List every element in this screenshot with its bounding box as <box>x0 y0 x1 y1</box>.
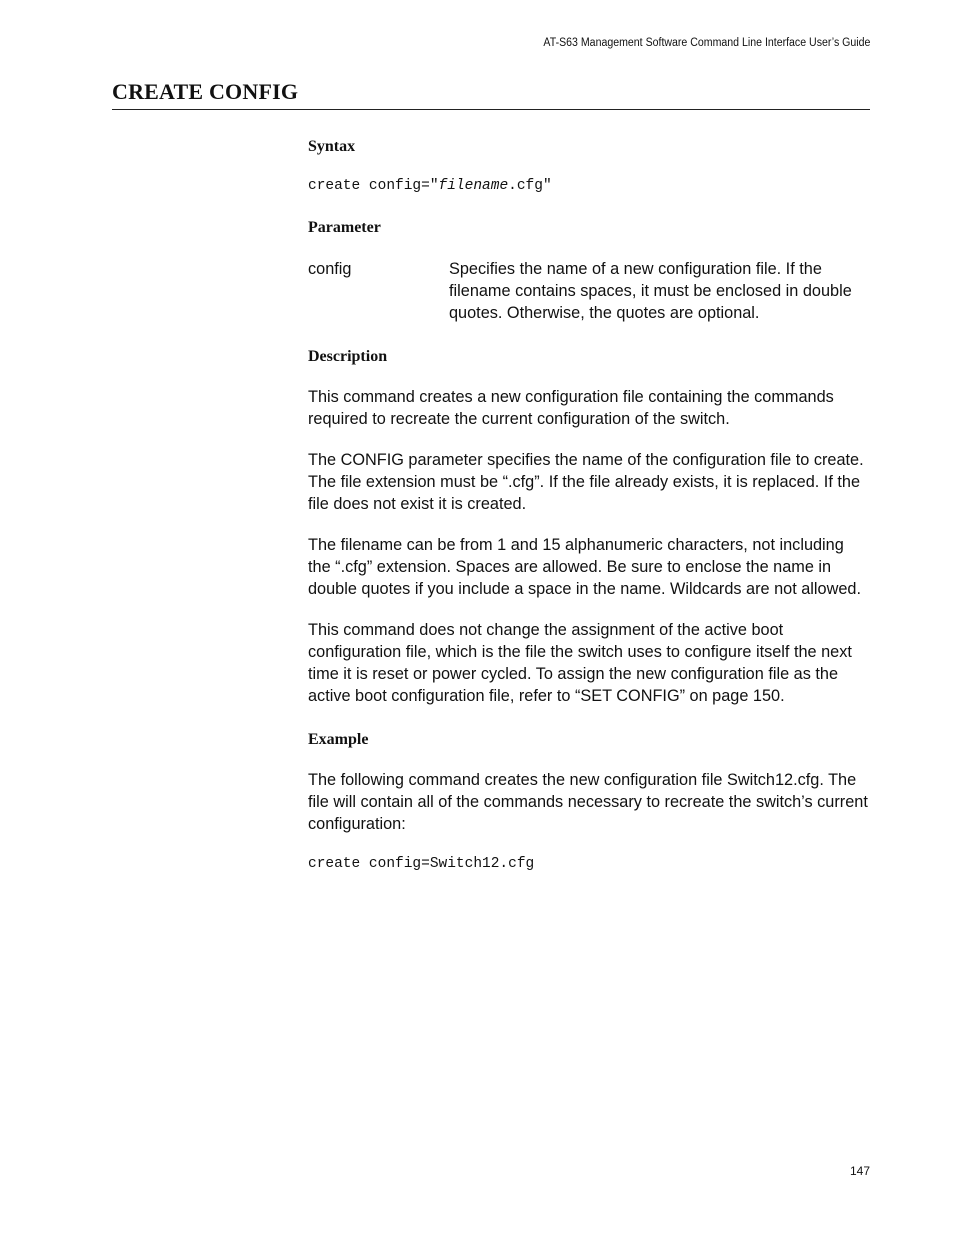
description-paragraph: The CONFIG parameter specifies the name of the configuration file to create. The file extension must be “.cfg”. If the file already exists, it is replaced. If the file does not exist it is created. <box>308 451 864 513</box>
parameter-description: Specifies the name of a new configuration file. If the filename contains spaces, it must be enclosed in double quotes. Otherwise, the quotes are optional. <box>449 260 852 322</box>
syntax-code <box>308 176 870 196</box>
syntax-heading: Syntax <box>308 138 356 155</box>
description-paragraph: This command does not change the assignment of the active boot configuration file, which is the file the switch uses to configure itself the next time it is reset or power cycled. To assign the new configuration file as the active boot configuration file, refer to “SET CONFIG” on page 150. <box>308 621 852 705</box>
title-divider <box>112 109 870 110</box>
syntax-code-suffix: .cfg" <box>508 178 552 194</box>
description-paragraph: This command creates a new configuration file containing the commands required to recreate the current configuration of the switch. <box>308 388 834 428</box>
parameter-name: config <box>308 260 352 278</box>
running-header: AT-S63 Management Software Command Line Interface User’s Guide <box>543 37 870 49</box>
example-heading: Example <box>308 731 369 748</box>
example-paragraph: The following command creates the new configuration file Switch12.cfg. The file will contain all of the commands necessary to recreate the switch’s current configuration: <box>308 771 868 833</box>
parameter-heading: Parameter <box>308 219 381 236</box>
description-heading: Description <box>308 348 388 365</box>
page-title: CREATE CONFIG <box>112 79 299 104</box>
syntax-code-prefix: create config=" <box>308 178 439 194</box>
main-content <box>308 136 870 874</box>
parameter-row <box>308 258 870 324</box>
example-code: create config=Switch12.cfg <box>308 856 535 872</box>
page-number: 147 <box>849 1164 870 1178</box>
description-paragraph: The filename can be from 1 and 15 alphanumeric characters, not including the “.cfg” extension. Spaces are allowed. Be sure to enclose the name in double quotes if you include a space in the name. Wildcards are not allowed. <box>308 536 861 598</box>
syntax-code-placeholder: filename <box>438 178 509 194</box>
